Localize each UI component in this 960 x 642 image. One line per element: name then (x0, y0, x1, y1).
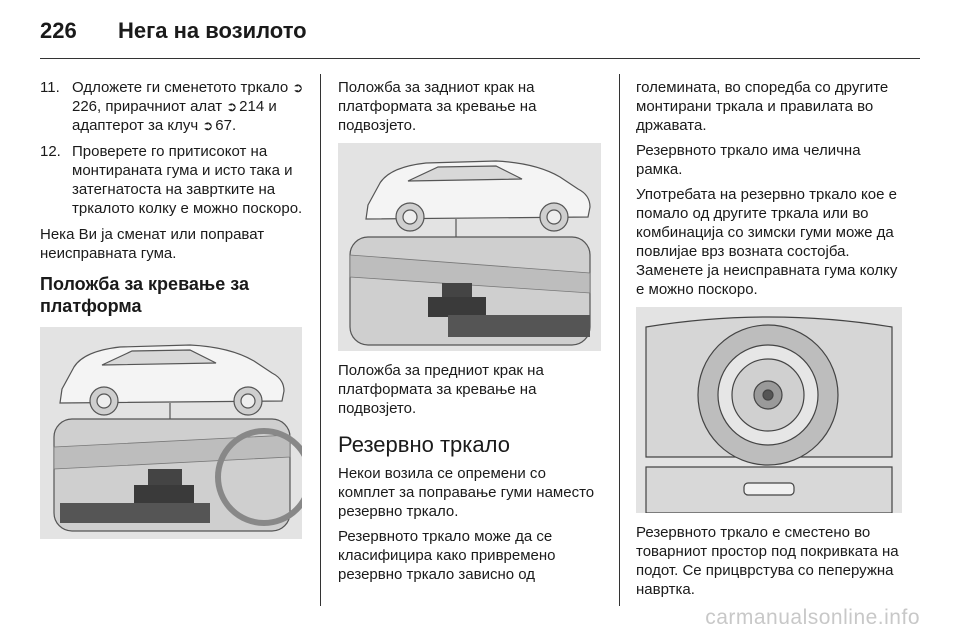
spare-wheel-figure (636, 307, 902, 513)
section-heading: Резервно тркало (338, 432, 510, 457)
page-ref-link[interactable]: 67 (215, 117, 232, 134)
paragraph: Употребата на резервно тркало кое е помало од другите тркала или во комбинација со зимски гуми може да повлијае врз возната состојба. Заменете ја неисправната гума колку е можно поскоро. (636, 186, 898, 298)
paragraph: Резервното тркало има челична рамка. (636, 142, 861, 178)
step-text: Одложете ги сменетото тркало (72, 79, 293, 96)
column-divider-2 (619, 74, 620, 606)
paragraph: Некои возила се опремени со комплет за поправање гуми наместо резервно тркало. (338, 465, 595, 520)
paragraph: Нека Ви ја сменат или поправат неисправната гума. (40, 226, 265, 262)
column-1 (40, 78, 306, 549)
paragraph: големината, во споредба со другите монтирани тркала и правилата во државата. (636, 79, 889, 134)
step-text: , прирачниот алат (97, 98, 227, 115)
subsection-heading: Положба за кревање за платформа (40, 274, 249, 316)
spare-wheel-illustration (646, 317, 892, 513)
arrow-right-circle-icon: ➲ (202, 118, 214, 133)
page-ref-link[interactable]: 226 (72, 98, 98, 115)
paragraph: Положба за задниот крак на платформата за кревање на подвозјето. (338, 79, 537, 134)
step-text: . (231, 117, 237, 134)
section-title: Нега на возилото (118, 18, 307, 43)
paragraph: Положба за предниот крак на платформата за кревање на подвозјето. (338, 362, 544, 417)
paragraph: Резервното тркало може да се класифицира како привремено резервно тркало зависно од (338, 528, 556, 583)
lift-point-rear-figure (40, 327, 302, 539)
page-number: 226 (40, 18, 77, 43)
arrow-right-circle-icon: ➲ (292, 80, 304, 95)
step-text: Проверете го притисокот на монтираната гума и исто така и затегнатоста на завртките на тркалото колку е можно поскоро. (72, 143, 303, 217)
step-number: 11. (40, 79, 60, 96)
lift-point-front-figure (338, 143, 601, 351)
column-3 (636, 78, 902, 605)
header-rule (40, 58, 920, 59)
step-text: и адаптерот за клуч (72, 98, 277, 134)
column-divider-1 (320, 74, 321, 606)
step-12 (40, 142, 306, 218)
underbody-detail (350, 237, 590, 345)
step-number: 12. (40, 143, 61, 160)
arrow-right-circle-icon: ➲ (226, 99, 238, 114)
column-2 (338, 78, 603, 590)
watermark: carmanualsonline.info (705, 606, 920, 629)
underbody-detail (54, 419, 302, 531)
step-11 (40, 78, 306, 135)
page-ref-link[interactable]: 214 (239, 98, 265, 115)
paragraph: Резервното тркало е сместено во товарниот простор под покривката на подот. Се прицврстува со пеперужна навртка. (636, 524, 899, 598)
